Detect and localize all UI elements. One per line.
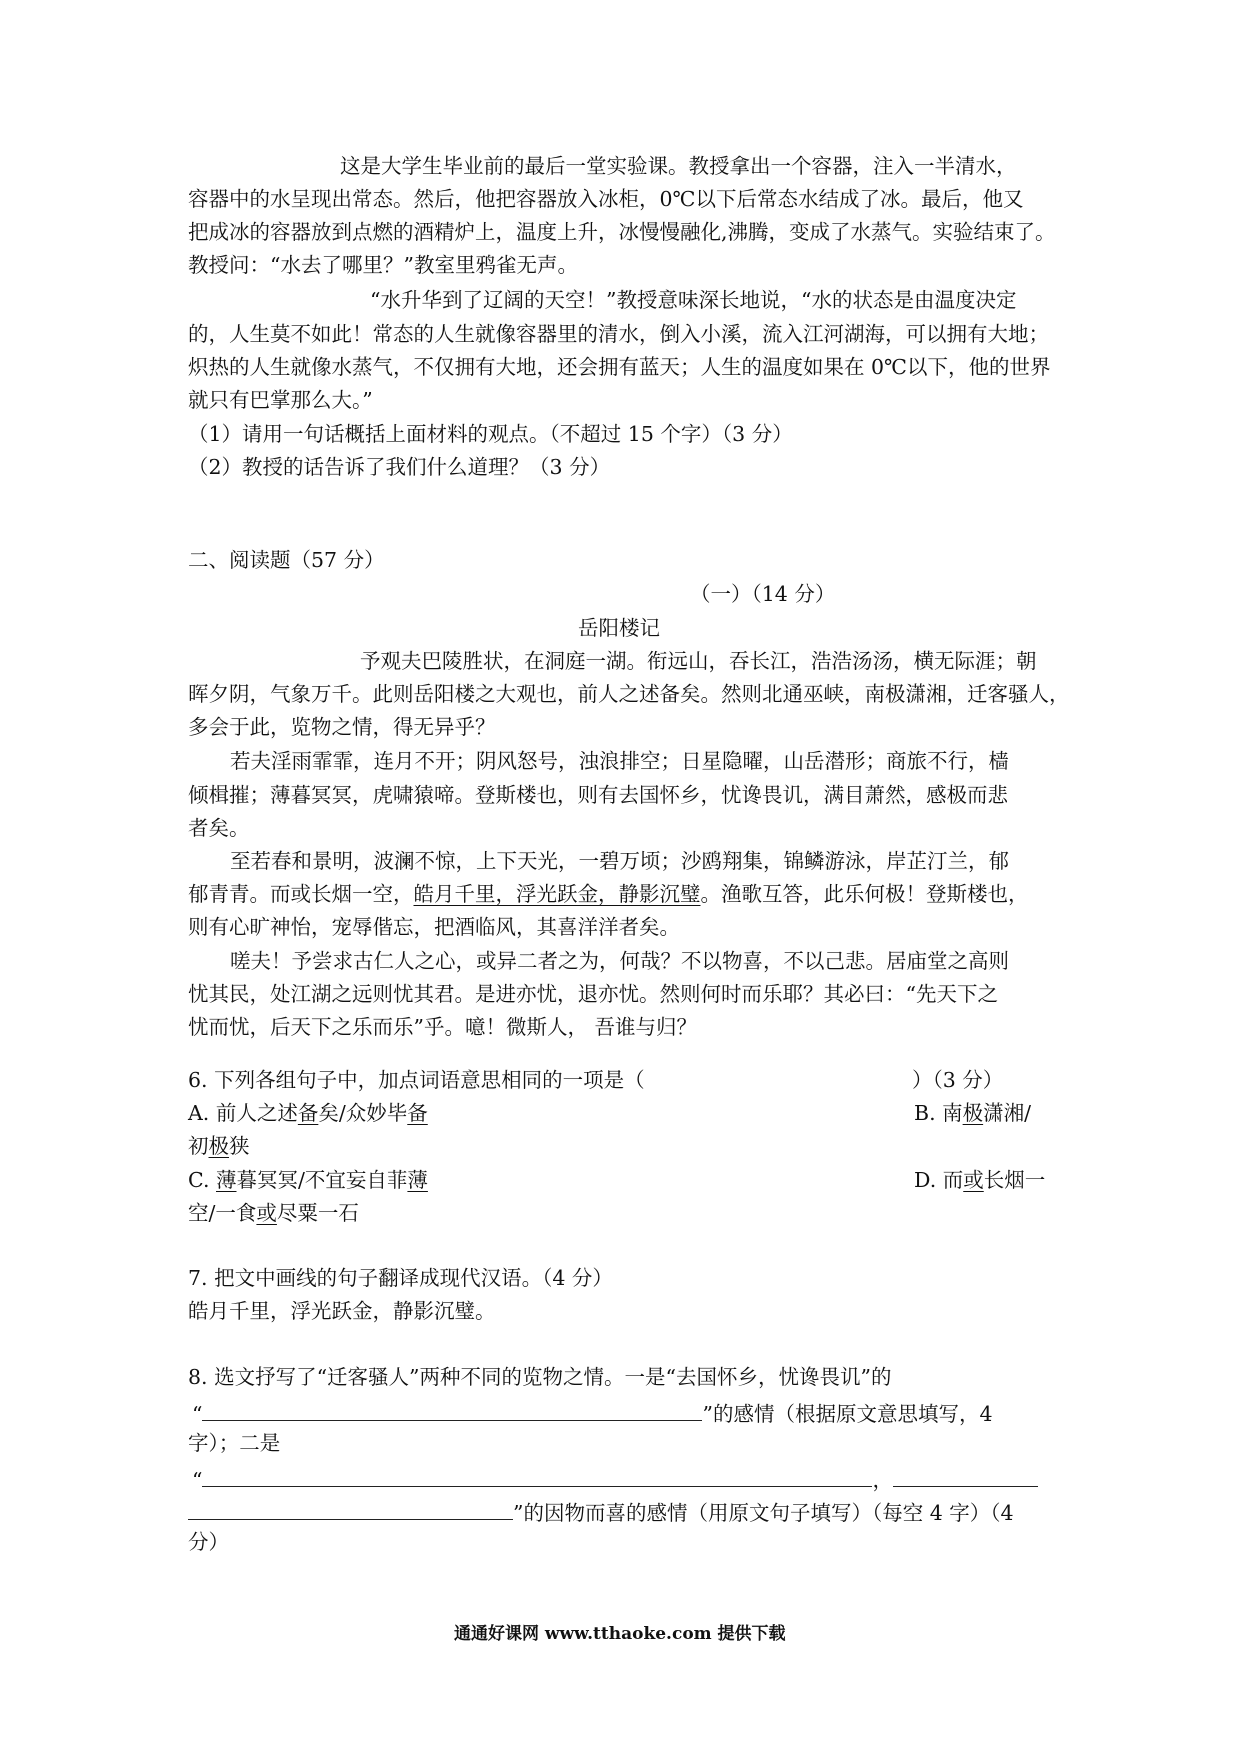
dotted-word: 极 [208, 1134, 229, 1158]
option-a [188, 1097, 428, 1130]
option-d [914, 1164, 1045, 1197]
text-segment: 初 [188, 1134, 209, 1158]
option-d-continued [188, 1197, 359, 1230]
answer-blank-1[interactable] [202, 1394, 702, 1421]
material-line: “水升华到了辽阔的天空！”教授意味深长地说，“水的状态是由温度决定 [370, 288, 1017, 312]
passage-line: 多会于此，览物之情，得无异乎？ [188, 715, 496, 739]
option-c [188, 1164, 428, 1197]
text-segment: 空/一食 [188, 1201, 257, 1225]
question-8-line [188, 1493, 1014, 1530]
question-7-sentence: 皓月千里，浮光跃金，静影沉璧。 [188, 1299, 496, 1323]
material-line: 炽热的人生就像水蒸气，不仅拥有大地，还会拥有蓝天；人生的温度如果在 0℃以下，他的世界 [188, 355, 1051, 379]
question-8-line: 分） [188, 1530, 229, 1554]
answer-blank-3[interactable] [893, 1460, 1038, 1487]
question-6-stem: 6. 下列各组句子中，加点词语意思相同的一项是（ [188, 1068, 645, 1092]
question-7-stem: 7. 把文中画线的句子翻译成现代汉语。（4 分） [188, 1266, 613, 1290]
option-b [914, 1097, 1031, 1130]
dotted-word: 备 [407, 1101, 428, 1125]
question-6-stem-end: ）（3 分） [912, 1068, 1004, 1092]
dotted-word: 薄 [216, 1168, 237, 1192]
question-8-line: 字）；二是 [188, 1431, 281, 1455]
passage-line: 嗟夫！予尝求古仁人之心，或异二者之为，何哉？不以物喜，不以己悲。居庙堂之高则 [230, 949, 1009, 973]
material-line: 教授问：“水去了哪里？”教室里鸦雀无声。 [188, 253, 578, 277]
text-segment: 潇湘/ [983, 1101, 1032, 1125]
option-b-continued [188, 1130, 250, 1163]
passage-line: 忧而忧，后天下之乐而乐”乎。噫！微斯人， 吾谁与归？ [188, 1015, 697, 1039]
text-segment: 长烟一 [983, 1168, 1046, 1192]
material-line: 把成冰的容器放到点燃的酒精炉上，温度上升，冰慢慢融化,沸腾，变成了水蒸气。实验结束了。 [188, 220, 1056, 244]
text-segment: ”的感情（根据原文意思填写，4 [702, 1402, 993, 1426]
passage-line: 忧其民，处江湖之远则忧其君。是进亦忧，退亦忧。然则何时而乐耶？其必曰：“先天下之 [188, 982, 998, 1006]
passage-line: 若夫淫雨霏霏，连月不开；阴风怒号，浊浪排空；日星隐曜，山岳潜形；商旅不行，樯 [230, 749, 1009, 773]
question-2: （2）教授的话告诉了我们什么道理？（3 分） [188, 455, 611, 479]
text-segment: 尽粟一石 [276, 1201, 359, 1225]
answer-blank-2[interactable] [202, 1460, 872, 1487]
dotted-word: 备 [297, 1101, 319, 1125]
passage-line: 倾楫摧；薄暮冥冥，虎啸猿啼。登斯楼也，则有去国怀乡，忧谗畏讥，满目萧然，感极而悲 [188, 783, 1008, 807]
text-segment: 郁青青。而或长烟一空， [188, 882, 414, 906]
question-8-line [192, 1394, 993, 1431]
page-footer: 通通好课网 www.tthaoke.com 提供下载 [454, 1624, 786, 1644]
question-8-stem: 8. 选文抒写了“迁客骚人”两种不同的览物之情。一是“去国怀乡，忧谗畏讥”的 [188, 1365, 892, 1389]
dotted-word: 或 [963, 1168, 984, 1192]
dotted-word: 或 [256, 1201, 277, 1225]
text-segment: 狭 [229, 1134, 250, 1158]
underlined-sentence: 皓月千里，浮光跃金，静影沉璧 [413, 882, 701, 906]
answer-blank-4[interactable] [188, 1493, 513, 1520]
text-segment: C. [188, 1168, 216, 1192]
passage-line: 则有心旷神怡，宠辱偕忘，把酒临风，其喜洋洋者矣。 [188, 915, 680, 939]
dotted-word: 薄 [407, 1168, 428, 1192]
text-segment: “ [192, 1402, 203, 1426]
material-line: 就只有巴掌那么大。” [188, 388, 373, 412]
text-segment: B. 南 [914, 1101, 963, 1125]
text-segment: ”的因物而喜的感情（用原文句子填写）（每空 4 字）（4 [513, 1501, 1014, 1525]
passage-line: 予观夫巴陵胜状，在洞庭一湖。衔远山，吞长江，浩浩汤汤，横无际涯；朝 [360, 649, 1037, 673]
passage-line: 晖夕阴，气象万千。此则岳阳楼之大观也，前人之述备矣。然则北通巫峡，南极潇湘，迁客骚人， [188, 682, 1070, 706]
question-8-line [192, 1460, 1038, 1497]
text-segment: D. 而 [914, 1168, 964, 1192]
text-segment: 。渔歌互答，此乐何极！登斯楼也， [700, 882, 1029, 906]
passage-line: 至若春和景明，波澜不惊，上下天光，一碧万顷；沙鸥翔集，锦鳞游泳，岸芷汀兰，郁 [230, 849, 1009, 873]
question-1: （1）请用一句话概括上面材料的观点。（不超过 15 个字）（3 分） [188, 422, 793, 446]
text-segment: ， [872, 1468, 893, 1492]
section-heading: 二、阅读题（57 分） [188, 548, 385, 572]
passage-title: 岳阳楼记 [578, 616, 660, 640]
dotted-word: 极 [962, 1101, 984, 1125]
part-heading: （一）（14 分） [690, 582, 836, 606]
material-line: 这是大学生毕业前的最后一堂实验课。教授拿出一个容器，注入一半清水， [340, 154, 1017, 178]
material-line: 容器中的水呈现出常态。然后，他把容器放入冰柜，0℃以下后常态水结成了冰。最后，他又 [188, 187, 1024, 211]
passage-line: 者矣。 [188, 816, 250, 840]
passage-line [188, 878, 1029, 911]
material-line: 的，人生莫不如此！常态的人生就像容器里的清水，倒入小溪，流入江河湖海，可以拥有大地； [188, 322, 1049, 346]
text-segment: A. 前人之述 [188, 1101, 298, 1125]
text-segment: 暮冥冥/不宜妄自菲 [236, 1168, 408, 1192]
text-segment: “ [192, 1468, 203, 1492]
text-segment: 矣/众妙毕 [318, 1101, 408, 1125]
